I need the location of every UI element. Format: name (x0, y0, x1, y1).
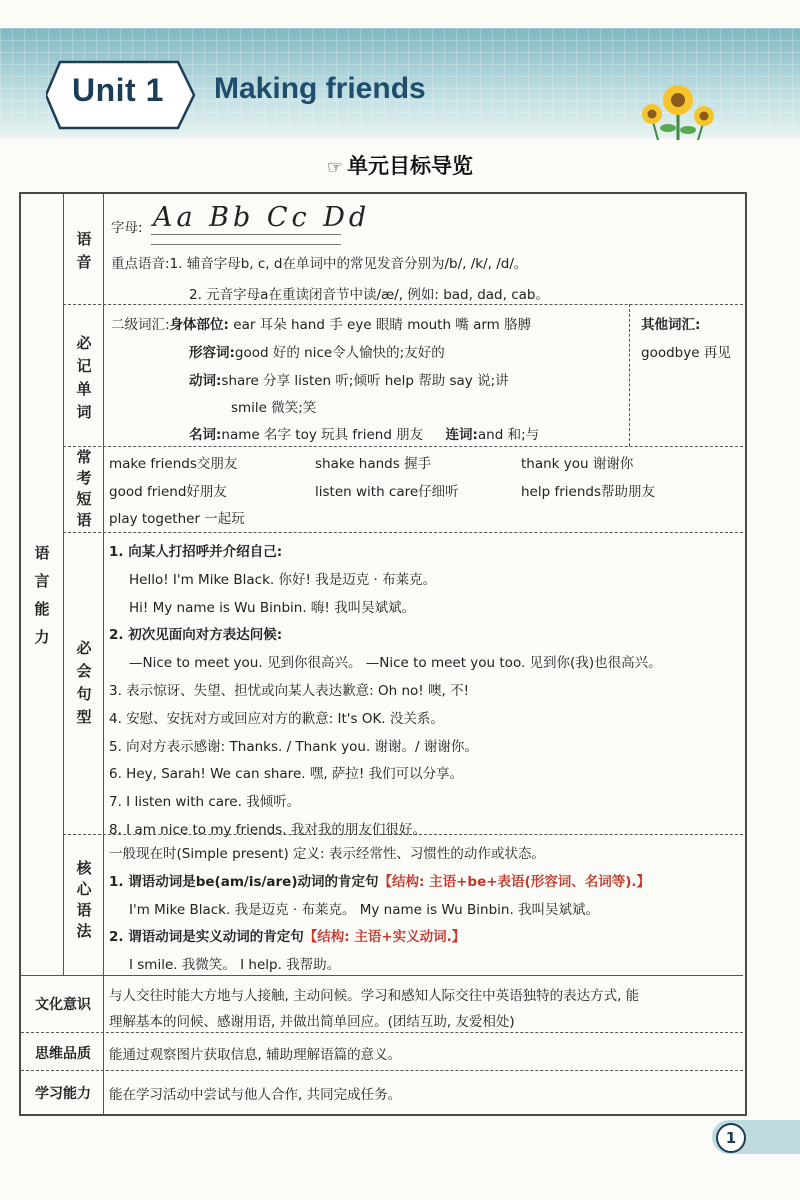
row-divider (63, 446, 743, 447)
rule-2-structure: 【结构: 主语+实义动词.】 (303, 929, 466, 945)
conj-words: and 和;与 (477, 427, 540, 443)
group-label-language-ability: 语言能力 (34, 544, 50, 646)
row-label-phonetics: 语音 (76, 230, 92, 271)
row-label-thinking: 思维品质 (35, 1046, 91, 1062)
sentence-line: Hello! I'm Mike Black. 你好! 我是迈克 · 布莱克。 (129, 572, 437, 588)
culture-line-2: 理解基本的问候、感谢用语, 并做出简单回应。(团结互助, 友爱相处) (109, 1014, 515, 1030)
unit-title: Making friends (214, 72, 426, 105)
phrase-item: good friend好朋友 (109, 484, 227, 500)
sentence-line: 6. Hey, Sarah! We can share. 嘿, 萨拉! 我们可以分享。 (109, 766, 464, 782)
section-heading (0, 150, 800, 180)
sentence-line: 5. 向对方表示感谢: Thanks. / Thank you. 谢谢。/ 谢谢你。 (109, 739, 478, 755)
grammar-example-1: I'm Mike Black. 我是迈克 · 布莱克。 My name is Wu Binbin. 我叫吴斌斌。 (129, 902, 600, 918)
key-sound-1-text: 1. 辅音字母b, c, d在单词中的常见发音分别为/b/, /k/, /d/。 (169, 256, 528, 272)
sentence-line: 4. 安慰、安抚对方或回应对方的歉意: It's OK. 没关系。 (109, 711, 444, 727)
column-divider (103, 194, 104, 1114)
row-label-learning: 学习能力 (35, 1086, 91, 1102)
row-divider (21, 1032, 743, 1033)
phrase-item: listen with care仔细听 (315, 484, 459, 500)
other-vocab-label: 其他词汇: (641, 317, 701, 333)
row-label-grammar: 核心语法 (76, 859, 92, 940)
unit-label: Unit 1 (72, 72, 164, 108)
grammar-definition: 一般现在时(Simple present) 定义: 表示经常性、习惯性的动作或状态。 (109, 846, 545, 862)
grammar-rule-2 (109, 925, 465, 945)
phrase-item: help friends帮助朋友 (521, 484, 655, 500)
rule-1-title: 1. 谓语动词是be(am/is/are)动词的肯定句 (109, 874, 379, 890)
noun-label: 名词: (189, 427, 222, 443)
phrase-item: thank you 谢谢你 (521, 456, 634, 472)
handwriting-letters: Aa Bb Cc Dd (153, 202, 371, 233)
body-label: 身体部位: (169, 317, 229, 333)
culture-line-1: 与人交往时能大方地与人接触, 主动问候。学习和感知人际交往中英语独特的表达方式, 能 (109, 988, 640, 1004)
verb-words: share 分享 listen 听;倾听 help 帮助 say 说;讲 (221, 373, 509, 389)
level2-prefix: 二级词汇: (111, 317, 170, 333)
rule-2-title: 2. 谓语动词是实义动词的肯定句 (109, 929, 304, 945)
key-sound-1 (111, 252, 527, 272)
thinking-text: 能通过观察图片获取信息, 辅助理解语篇的意义。 (109, 1047, 402, 1063)
row-divider (21, 1070, 743, 1071)
sentence-line: 3. 表示惊讶、失望、担忧或向某人表达歉意: Oh no! 噢, 不! (109, 683, 469, 699)
key-sound-prefix: 重点语音: (111, 256, 170, 272)
verb-label: 动词: (189, 373, 222, 389)
sunflower-icon (628, 80, 728, 140)
phrase-item: make friends交朋友 (109, 456, 238, 472)
learning-text: 能在学习活动中尝试与他人合作, 共同完成任务。 (109, 1087, 402, 1103)
letters-prefix: 字母: (111, 220, 143, 236)
body-words: ear 耳朵 hand 手 eye 眼睛 mouth 嘴 arm 胳膊 (233, 317, 532, 333)
grammar-example-2: I smile. 我微笑。 I help. 我帮助。 (129, 957, 341, 973)
row-divider (63, 304, 743, 305)
sentence-line: 2. 初次见面向对方表达问候: (109, 627, 283, 643)
adj-label: 形容词: (189, 345, 235, 361)
vocab-line-4: smile 微笑;笑 (231, 400, 317, 416)
noun-words: name 名字 toy 玩具 friend 朋友 (221, 427, 424, 443)
vocab-line-3 (189, 369, 509, 389)
sentence-line: 8. I am nice to my friends. 我对我的朋友们很好。 (109, 822, 426, 838)
phrase-item: play together 一起玩 (109, 511, 245, 527)
sentence-line: —Nice to meet you. 见到你很高兴。 —Nice to meet you too. 见到你(我)也很高兴。 (129, 655, 662, 671)
key-sound-2: 2. 元音字母a在重读闭音节中读/æ/, 例如: bad, dad, cab。 (189, 287, 549, 303)
row-label-sentences: 必会句型 (76, 639, 92, 726)
sentence-line: 1. 向某人打招呼并介绍自己: (109, 544, 283, 560)
column-divider (629, 304, 630, 446)
phrase-item: shake hands 握手 (315, 456, 432, 472)
row-label-culture: 文化意识 (35, 997, 91, 1013)
grammar-rule-1 (109, 870, 650, 890)
unit-objectives-table (19, 192, 747, 1116)
row-label-phrases: 常考短语 (76, 448, 92, 529)
sentence-line: 7. I listen with care. 我倾听。 (109, 794, 301, 810)
handwriting-baseline (151, 234, 341, 235)
adj-words: good 好的 nice令人愉快的;友好的 (234, 345, 445, 361)
row-divider (21, 975, 743, 976)
row-divider (63, 532, 743, 533)
other-vocab-words: goodbye 再见 (641, 345, 731, 361)
page-number: 1 (716, 1123, 746, 1153)
column-divider (63, 194, 64, 975)
conj-label: 连词: (445, 427, 478, 443)
section-title: 单元目标导览 (347, 154, 474, 178)
vocab-line-2 (189, 341, 445, 361)
vocab-line-1 (111, 313, 531, 333)
handwriting-line (151, 244, 341, 245)
sentence-line: Hi! My name is Wu Binbin. 嗨! 我叫吴斌斌。 (129, 600, 416, 616)
row-label-vocabulary: 必记单词 (76, 334, 92, 421)
rule-1-structure: 【结构: 主语+be+表语(形容词、名词等).】 (378, 874, 651, 890)
pointing-hand-icon: ☞ (326, 157, 344, 178)
vocab-line-5 (189, 423, 539, 443)
